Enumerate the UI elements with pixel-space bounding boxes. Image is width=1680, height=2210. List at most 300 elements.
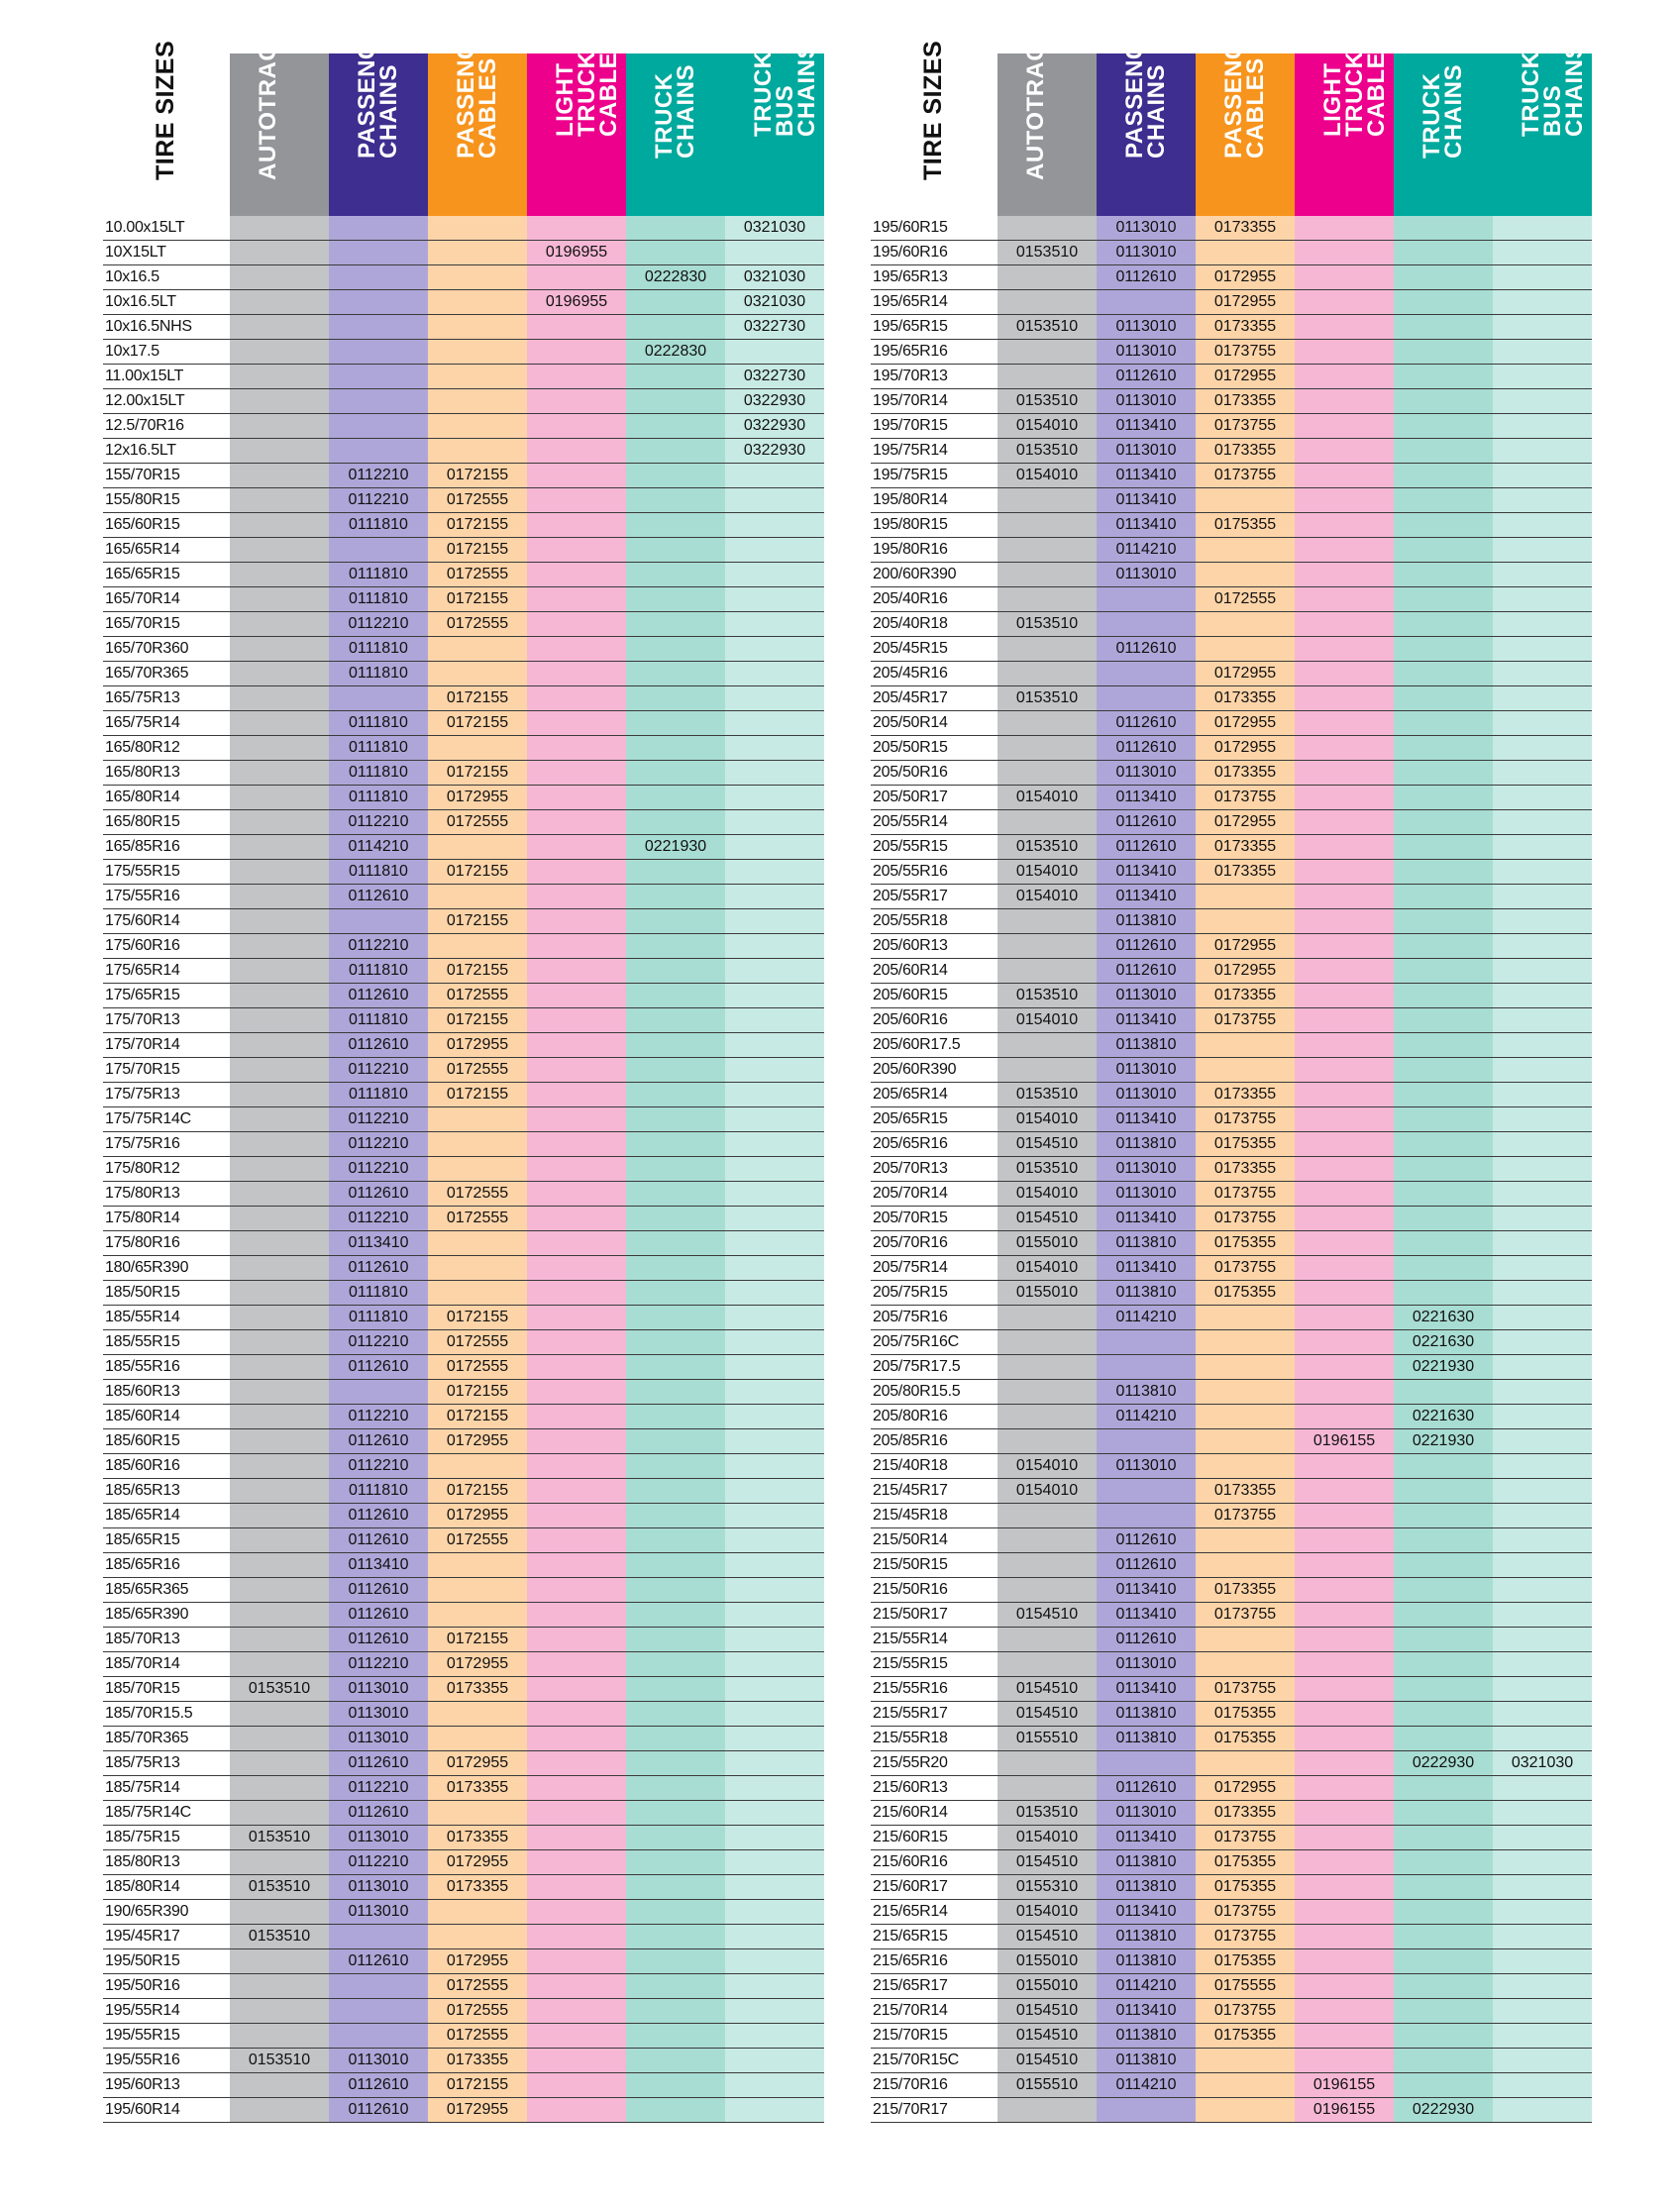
passenger-chains-cell: 0111810 [329, 736, 428, 760]
light-truck-cables-cell [527, 1974, 626, 1998]
table-row [871, 1058, 1592, 1083]
truck-bus-chains-cell [1493, 464, 1592, 487]
autotrac-cell [998, 909, 1097, 933]
truck-chains-cell [626, 1306, 725, 1329]
autotrac-cell [230, 1776, 329, 1800]
light-truck-cables-cell [1295, 340, 1394, 364]
autotrac-cell [998, 563, 1097, 586]
passenger-cables-cell [1196, 612, 1295, 636]
autotrac-cell [998, 216, 1097, 240]
tire-size-cell: 185/75R14C [105, 1804, 191, 1821]
tire-size-cell: 215/45R18 [873, 1507, 948, 1524]
truck-chains-cell [626, 563, 725, 586]
passenger-chains-cell: 0113010 [1097, 761, 1196, 785]
passenger-cables-cell [428, 1925, 527, 1948]
passenger-cables-cell: 0172555 [428, 1999, 527, 2023]
tire-size-cell: 10x17.5 [105, 343, 159, 360]
tire-size-cell: 215/55R15 [873, 1655, 948, 1672]
passenger-chains-cell: 0112210 [329, 1776, 428, 1800]
autotrac-cell: 0154010 [998, 464, 1097, 487]
tire-size-cell: 205/70R13 [873, 1160, 948, 1177]
truck-chains-cell [626, 1925, 725, 1948]
tire-size-cell: 205/50R14 [873, 714, 948, 731]
light-truck-cables-cell [1295, 984, 1394, 1007]
truck-bus-chains-cell [725, 1330, 824, 1354]
passenger-cables-cell: 0175355 [1196, 1702, 1295, 1726]
table-row [103, 686, 824, 711]
table-row [103, 1231, 824, 1256]
table-row [103, 1677, 824, 1702]
passenger-cables-cell: 0172955 [1196, 290, 1295, 314]
truck-chains-cell [626, 2024, 725, 2048]
truck-chains-cell [1394, 1504, 1493, 1527]
light-truck-cables-cell [1295, 1949, 1394, 1973]
table-row [103, 365, 824, 389]
truck-bus-chains-cell [725, 1900, 824, 1924]
light-truck-cables-cell [527, 1182, 626, 1206]
table-row [871, 1231, 1592, 1256]
truck-chains-cell [626, 1875, 725, 1899]
light-truck-cables-cell [1295, 1231, 1394, 1255]
passenger-chains-cell [329, 241, 428, 264]
autotrac-cell [998, 290, 1097, 314]
autotrac-cell [230, 835, 329, 859]
truck-chains-cell [1394, 1528, 1493, 1552]
passenger-chains-cell: 0112210 [329, 1454, 428, 1478]
passenger-cables-cell: 0173755 [1196, 1182, 1295, 1206]
tire-size-cell: 205/70R16 [873, 1234, 948, 1251]
truck-chains-cell [626, 662, 725, 685]
truck-chains-cell [626, 1826, 725, 1849]
truck-chains-cell: 0221630 [1394, 1405, 1493, 1428]
truck-chains-cell [626, 909, 725, 933]
passenger-cables-cell: 0173355 [1196, 1157, 1295, 1181]
autotrac-cell: 0154010 [998, 1479, 1097, 1503]
autotrac-cell [230, 1330, 329, 1354]
table-row [871, 786, 1592, 810]
light-truck-cables-cell [1295, 216, 1394, 240]
passenger-cables-cell [428, 1132, 527, 1156]
truck-chains-cell [626, 2098, 725, 2122]
table-row [103, 1776, 824, 1801]
truck-chains-cell [1394, 1603, 1493, 1627]
light-truck-cables-cell [527, 1479, 626, 1503]
light-truck-cables-cell [1295, 934, 1394, 958]
autotrac-cell [230, 1281, 329, 1305]
autotrac-cell [998, 265, 1097, 289]
truck-bus-chains-cell [1493, 1107, 1592, 1131]
light-truck-cables-cell [527, 1900, 626, 1924]
tire-size-cell: 10x16.5NHS [105, 318, 192, 335]
passenger-chains-cell: 0111810 [329, 662, 428, 685]
truck-bus-chains-cell [1493, 835, 1592, 859]
truck-bus-chains-cell [1493, 216, 1592, 240]
passenger-chains-cell: 0112210 [329, 1058, 428, 1082]
autotrac-cell [998, 1628, 1097, 1651]
table-row [871, 1751, 1592, 1776]
truck-bus-chains-cell [725, 2049, 824, 2072]
table-row [103, 1603, 824, 1628]
truck-chains-cell [1394, 389, 1493, 413]
tire-size-cell: 12.5/70R16 [105, 417, 184, 434]
tire-size-cell: 205/45R16 [873, 665, 948, 682]
table-row [871, 439, 1592, 464]
passenger-chains-cell [329, 265, 428, 289]
header-truck-chains [626, 53, 725, 216]
passenger-cables-cell [1196, 1553, 1295, 1577]
table-row [871, 464, 1592, 488]
light-truck-cables-cell [527, 340, 626, 364]
passenger-cables-cell: 0173355 [1196, 835, 1295, 859]
truck-chains-cell [626, 1405, 725, 1428]
truck-bus-chains-cell [725, 1132, 824, 1156]
passenger-cables-cell: 0172155 [428, 513, 527, 537]
tire-size-cell: 205/75R14 [873, 1259, 948, 1276]
tire-size-cell: 205/60R16 [873, 1011, 948, 1028]
truck-chains-cell [1394, 1132, 1493, 1156]
autotrac-cell [230, 464, 329, 487]
passenger-cables-cell: 0172555 [428, 1974, 527, 1998]
passenger-chains-cell: 0113410 [329, 1231, 428, 1255]
tire-size-cell: 205/55R18 [873, 912, 948, 929]
table-row [103, 1256, 824, 1281]
table-row [871, 1207, 1592, 1231]
tire-size-cell: 205/55R15 [873, 838, 948, 855]
tire-size-cell: 215/70R16 [873, 2076, 948, 2093]
table-row [103, 1628, 824, 1652]
passenger-chains-cell: 0112610 [1097, 711, 1196, 735]
table-row [103, 1306, 824, 1330]
truck-chains-cell [1394, 1380, 1493, 1404]
passenger-cables-cell [428, 835, 527, 859]
tire-size-cell: 165/65R15 [105, 566, 180, 582]
autotrac-cell: 0154010 [998, 1107, 1097, 1131]
table-row [103, 786, 824, 810]
autotrac-cell [230, 1628, 329, 1651]
passenger-cables-cell: 0172555 [428, 1058, 527, 1082]
truck-chains-cell [626, 637, 725, 661]
truck-chains-cell [626, 1058, 725, 1082]
autotrac-cell [230, 1083, 329, 1106]
passenger-cables-cell: 0173755 [1196, 1504, 1295, 1527]
autotrac-cell: 0153510 [230, 1875, 329, 1899]
truck-bus-chains-cell [1493, 488, 1592, 512]
tire-size-cell: 205/45R15 [873, 640, 948, 657]
tire-size-cell: 195/65R14 [873, 293, 948, 310]
passenger-cables-cell: 0173355 [1196, 686, 1295, 710]
truck-chains-cell [1394, 662, 1493, 685]
truck-bus-chains-cell [725, 1727, 824, 1750]
truck-bus-chains-cell [1493, 1875, 1592, 1899]
light-truck-cables-cell [527, 1826, 626, 1849]
passenger-chains-cell: 0112610 [1097, 1528, 1196, 1552]
table-row [103, 1974, 824, 1999]
header-tire-sizes [103, 40, 230, 216]
autotrac-cell [998, 1306, 1097, 1329]
autotrac-cell [230, 241, 329, 264]
passenger-cables-cell: 0173355 [1196, 1801, 1295, 1825]
truck-chains-cell: 0221930 [1394, 1355, 1493, 1379]
passenger-cables-cell: 0172955 [1196, 265, 1295, 289]
truck-chains-cell [1394, 934, 1493, 958]
truck-chains-cell [1394, 340, 1493, 364]
table-row [103, 1553, 824, 1578]
table-row [871, 1083, 1592, 1107]
autotrac-cell [998, 1504, 1097, 1527]
passenger-cables-cell: 0175355 [1196, 1850, 1295, 1874]
passenger-chains-cell: 0113010 [1097, 241, 1196, 264]
passenger-cables-cell: 0175555 [1196, 1974, 1295, 1998]
light-truck-cables-cell [1295, 1578, 1394, 1602]
autotrac-cell [230, 1949, 329, 1973]
autotrac-cell: 0153510 [998, 1157, 1097, 1181]
autotrac-cell [998, 587, 1097, 611]
tire-size-cell: 175/75R13 [105, 1086, 180, 1103]
truck-bus-chains-cell [725, 686, 824, 710]
truck-bus-chains-cell [1493, 934, 1592, 958]
truck-chains-cell [1394, 909, 1493, 933]
light-truck-cables-cell [1295, 1925, 1394, 1948]
truck-chains-cell [626, 761, 725, 785]
truck-bus-chains-cell [1493, 1157, 1592, 1181]
truck-bus-chains-cell [1493, 1132, 1592, 1156]
tire-size-cell: 165/65R14 [105, 541, 180, 558]
tire-size-cell: 185/65R14 [105, 1507, 180, 1524]
truck-bus-chains-cell [725, 1751, 824, 1775]
table-row [871, 315, 1592, 340]
table-row [103, 563, 824, 587]
header-label: AUTOTRAC [1022, 43, 1049, 180]
passenger-cables-cell [428, 885, 527, 908]
passenger-cables-cell: 0175355 [1196, 513, 1295, 537]
autotrac-cell: 0153510 [998, 1083, 1097, 1106]
light-truck-cables-cell [1295, 1207, 1394, 1230]
autotrac-cell: 0153510 [998, 686, 1097, 710]
autotrac-cell [230, 885, 329, 908]
truck-bus-chains-cell [1493, 1603, 1592, 1627]
table-row [871, 1157, 1592, 1182]
light-truck-cables-cell [1295, 885, 1394, 908]
truck-chains-cell [626, 1380, 725, 1404]
passenger-chains-cell: 0111810 [329, 587, 428, 611]
table-row [103, 1751, 824, 1776]
passenger-chains-cell: 0112610 [1097, 1553, 1196, 1577]
passenger-chains-cell: 0112210 [329, 1207, 428, 1230]
header-label: PASSENGER CHAINS [1121, 6, 1170, 158]
tire-size-cell: 175/70R14 [105, 1036, 180, 1053]
light-truck-cables-cell [1295, 2049, 1394, 2072]
autotrac-cell: 0154010 [998, 414, 1097, 438]
header-truck-bus-chains [1493, 26, 1592, 216]
truck-chains-cell [626, 414, 725, 438]
autotrac-cell [230, 1652, 329, 1676]
truck-bus-chains-cell [1493, 711, 1592, 735]
truck-chains-cell [626, 885, 725, 908]
passenger-chains-cell: 0112610 [329, 1751, 428, 1775]
autotrac-cell: 0153510 [998, 984, 1097, 1007]
passenger-chains-cell: 0111810 [329, 1306, 428, 1329]
header-label: PASSENGER CHAINS [354, 6, 402, 158]
truck-bus-chains-cell [1493, 2024, 1592, 2048]
truck-bus-chains-cell [725, 1776, 824, 1800]
truck-bus-chains-cell [1493, 2098, 1592, 2122]
passenger-cables-cell [1196, 563, 1295, 586]
table-row [103, 1900, 824, 1925]
autotrac-cell: 0154510 [998, 2049, 1097, 2072]
table-row [103, 1182, 824, 1207]
passenger-cables-cell [1196, 1628, 1295, 1651]
truck-chains-cell [1394, 885, 1493, 908]
table-row [871, 1850, 1592, 1875]
light-truck-cables-cell [1295, 835, 1394, 859]
table-row [103, 464, 824, 488]
truck-bus-chains-cell [1493, 1776, 1592, 1800]
table-row [871, 860, 1592, 885]
passenger-cables-cell: 0172955 [428, 1504, 527, 1527]
autotrac-cell [230, 1999, 329, 2023]
autotrac-cell: 0153510 [230, 2049, 329, 2072]
truck-chains-cell [1394, 1157, 1493, 1181]
light-truck-cables-cell [527, 389, 626, 413]
truck-chains-cell [626, 934, 725, 958]
table-row [871, 934, 1592, 959]
autotrac-cell: 0153510 [998, 835, 1097, 859]
tire-size-cell: 195/80R16 [873, 541, 948, 558]
table-row [103, 538, 824, 563]
passenger-cables-cell: 0172155 [428, 686, 527, 710]
table-row [871, 216, 1592, 241]
light-truck-cables-cell [527, 1058, 626, 1082]
light-truck-cables-cell [1295, 1479, 1394, 1503]
truck-chains-cell [626, 1751, 725, 1775]
light-truck-cables-cell [1295, 1528, 1394, 1552]
light-truck-cables-cell [527, 1528, 626, 1552]
table-row [871, 290, 1592, 315]
truck-bus-chains-cell [725, 662, 824, 685]
autotrac-cell: 0155010 [998, 1949, 1097, 1973]
truck-chains-cell [1394, 637, 1493, 661]
truck-bus-chains-cell [1493, 885, 1592, 908]
tire-size-cell: 165/80R14 [105, 789, 180, 805]
light-truck-cables-cell [527, 736, 626, 760]
table-row [871, 761, 1592, 786]
autotrac-cell [230, 1702, 329, 1726]
header-label: TRUCK CHAINS [1418, 63, 1467, 158]
light-truck-cables-cell [527, 1207, 626, 1230]
truck-chains-cell [626, 1900, 725, 1924]
table-row [103, 1652, 824, 1677]
passenger-cables-cell: 0173355 [1196, 315, 1295, 339]
passenger-chains-cell: 0113410 [1097, 1578, 1196, 1602]
light-truck-cables-cell [1295, 1751, 1394, 1775]
passenger-chains-cell: 0112610 [1097, 365, 1196, 388]
truck-chains-cell [626, 1157, 725, 1181]
passenger-cables-cell: 0175355 [1196, 1132, 1295, 1156]
table-row [871, 1429, 1592, 1454]
truck-chains-cell [1394, 315, 1493, 339]
light-truck-cables-cell [1295, 711, 1394, 735]
tire-size-cell: 215/55R20 [873, 1754, 948, 1771]
tire-size-cell: 205/75R17.5 [873, 1358, 961, 1375]
truck-bus-chains-cell [1493, 1850, 1592, 1874]
tire-size-cell: 195/60R13 [105, 2076, 180, 2093]
passenger-chains-cell: 0114210 [1097, 538, 1196, 562]
passenger-cables-cell: 0172155 [428, 1628, 527, 1651]
autotrac-cell [230, 1107, 329, 1131]
autotrac-cell [230, 1058, 329, 1082]
tire-size-cell: 205/60R15 [873, 987, 948, 1003]
header-truck-bus-chains [725, 26, 824, 216]
autotrac-cell: 0155010 [998, 1974, 1097, 1998]
light-truck-cables-cell [527, 810, 626, 834]
passenger-chains-cell: 0113410 [1097, 488, 1196, 512]
passenger-chains-cell: 0113010 [1097, 984, 1196, 1007]
passenger-chains-cell: 0112210 [329, 1652, 428, 1676]
passenger-chains-cell: 0114210 [1097, 1974, 1196, 1998]
passenger-chains-cell: 0113010 [329, 1826, 428, 1849]
passenger-cables-cell: 0173355 [1196, 216, 1295, 240]
truck-chains-cell [1394, 1058, 1493, 1082]
autotrac-cell [998, 1405, 1097, 1428]
truck-bus-chains-cell [725, 736, 824, 760]
light-truck-cables-cell [527, 959, 626, 983]
passenger-chains-cell: 0111810 [329, 1008, 428, 1032]
passenger-cables-cell: 0172555 [1196, 587, 1295, 611]
passenger-cables-cell: 0172955 [1196, 736, 1295, 760]
light-truck-cables-cell [1295, 365, 1394, 388]
tire-size-cell: 185/70R15 [105, 1680, 180, 1697]
truck-chains-cell [1394, 1256, 1493, 1280]
passenger-cables-cell: 0172555 [428, 984, 527, 1007]
passenger-cables-cell [428, 290, 527, 314]
autotrac-cell [998, 1578, 1097, 1602]
tire-size-cell: 175/65R14 [105, 962, 180, 979]
truck-bus-chains-cell [725, 786, 824, 809]
passenger-cables-cell: 0172155 [428, 1405, 527, 1428]
truck-chains-cell [1394, 612, 1493, 636]
passenger-chains-cell [1097, 612, 1196, 636]
truck-bus-chains-cell [1493, 1207, 1592, 1230]
passenger-chains-cell: 0114210 [1097, 2073, 1196, 2097]
tire-size-cell: 175/60R16 [105, 937, 180, 954]
table-row [103, 835, 824, 860]
light-truck-cables-cell [1295, 786, 1394, 809]
header-label: LIGHT TRUCK CABLES [552, 36, 622, 137]
autotrac-cell: 0154010 [998, 885, 1097, 908]
passenger-cables-cell: 0172155 [428, 711, 527, 735]
truck-chains-cell [1394, 439, 1493, 463]
truck-chains-cell [1394, 1107, 1493, 1131]
truck-chains-cell [626, 984, 725, 1007]
tire-size-cell: 165/70R15 [105, 615, 180, 632]
table-row [871, 1281, 1592, 1306]
passenger-chains-cell: 0112210 [329, 1132, 428, 1156]
truck-chains-cell [1394, 414, 1493, 438]
tire-size-cell: 180/65R390 [105, 1259, 189, 1276]
passenger-chains-cell: 0112210 [329, 1330, 428, 1354]
light-truck-cables-cell [1295, 1727, 1394, 1750]
light-truck-cables-cell [527, 1553, 626, 1577]
light-truck-cables-cell [527, 1504, 626, 1527]
truck-chains-cell [1394, 1826, 1493, 1849]
passenger-cables-cell [1196, 1751, 1295, 1775]
header-label: TRUCK & BUS CHAINS [1518, 26, 1588, 137]
passenger-chains-cell: 0111810 [329, 959, 428, 983]
passenger-cables-cell: 0172555 [428, 563, 527, 586]
light-truck-cables-cell [527, 1776, 626, 1800]
truck-chains-cell [1394, 1677, 1493, 1701]
autotrac-cell [998, 736, 1097, 760]
